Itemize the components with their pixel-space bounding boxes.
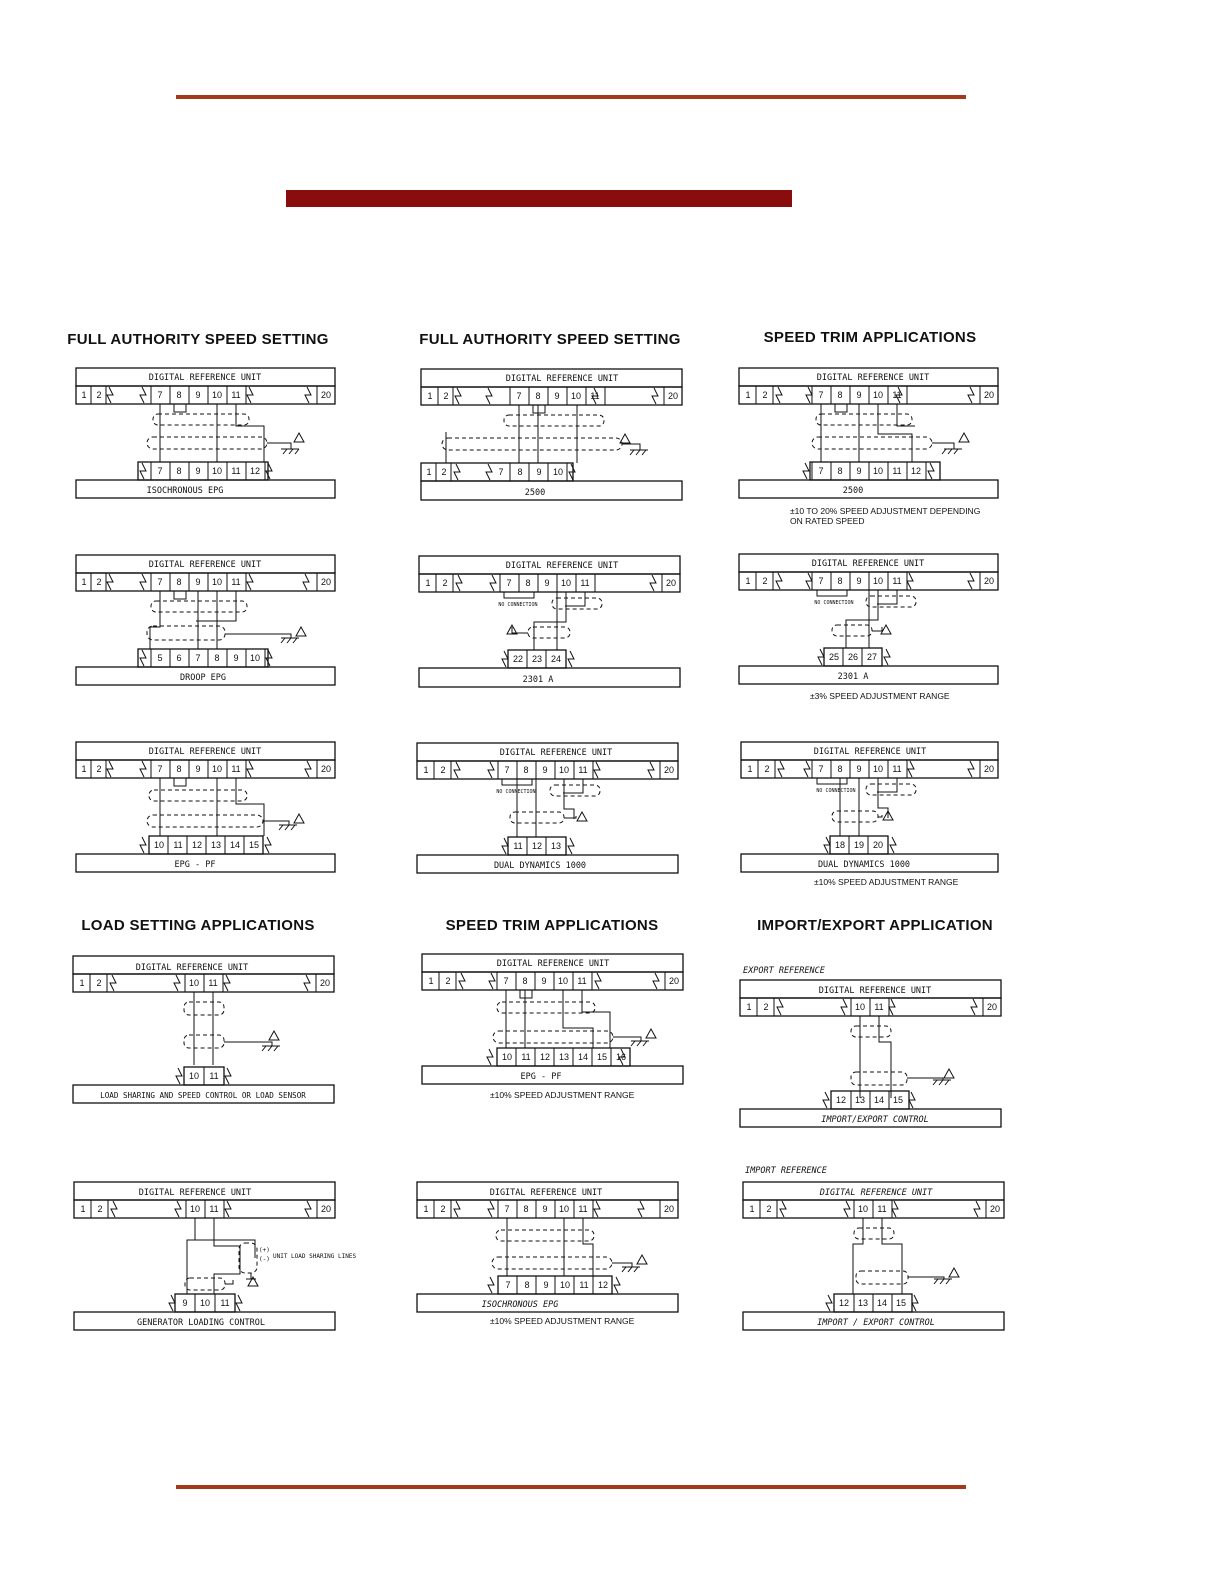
terminal-label: 10 [570, 391, 582, 401]
terminal-label: 9 [856, 764, 862, 774]
terminal-label: 10 [188, 978, 200, 988]
wiring-diagram-9 [740, 741, 1002, 881]
terminal-label: 1 [423, 1204, 429, 1214]
terminal-label: 12 [838, 1298, 850, 1308]
heading-import-export: IMPORT/EXPORT APPLICATION [757, 917, 993, 934]
terminal-label: 11 [580, 578, 590, 588]
terminal-label: 9 [195, 466, 201, 476]
terminal-label: 5 [157, 653, 163, 663]
terminal-label: 7 [195, 653, 201, 663]
terminal-label: 7 [157, 577, 163, 587]
terminal-label: 12 [539, 1052, 551, 1062]
terminal-label: 9 [233, 653, 239, 663]
terminal-label: 2 [440, 765, 446, 775]
terminal-label: 10 [189, 1204, 201, 1214]
terminal-label: 12 [531, 841, 543, 851]
terminal-label: 8 [837, 576, 843, 586]
terminal-label: 11 [209, 1204, 219, 1214]
terminal-label: 9 [856, 390, 862, 400]
terminal-label: DIGITAL REFERENCE UNIT [819, 1188, 933, 1198]
terminal-label: 1 [81, 764, 87, 774]
terminal-label: IMPORT/EXPORT CONTROL [821, 1115, 929, 1125]
terminal-label: 9 [195, 764, 201, 774]
terminal-label: 20 [320, 390, 332, 400]
terminal-label: 1 [749, 1204, 755, 1214]
terminal-label: 14 [229, 840, 241, 850]
terminal-label: 20 [983, 576, 995, 586]
terminal-label: 8 [535, 391, 541, 401]
terminal-label: 11 [877, 1204, 887, 1214]
terminal-label: 7 [498, 467, 504, 477]
terminal-label: DROOP EPG [179, 673, 227, 683]
terminal-label: DIGITAL REFERENCE UNIT [505, 374, 619, 384]
terminal-label: DIGITAL REFERENCE UNIT [499, 748, 613, 758]
terminal-label: 9 [856, 576, 862, 586]
wiring-diagram-13 [73, 1181, 373, 1333]
terminal-label: 2 [441, 467, 447, 477]
terminal-label: 9 [554, 391, 560, 401]
heading-speed-trim-1: SPEED TRIM APPLICATIONS [763, 329, 977, 346]
terminal-label: EPG - PF [174, 860, 216, 870]
terminal-label: 9 [543, 1280, 549, 1290]
terminal-label: 11 [590, 391, 600, 401]
terminal-label: 20 [320, 764, 332, 774]
terminal-label: 27 [866, 652, 878, 662]
terminal-label: 1 [81, 577, 87, 587]
wiring-diagram-8 [416, 742, 680, 882]
note-speed-adjustment-2: ±3% SPEED ADJUSTMENT RANGE [810, 691, 950, 701]
terminal-label: 2 [96, 390, 102, 400]
terminal-label: 8 [837, 466, 843, 476]
terminal-label: 12 [835, 1095, 847, 1105]
terminal-label: 1 [747, 764, 753, 774]
terminal-label: 11 [578, 765, 588, 775]
heading-speed-trim-2: SPEED TRIM APPLICATIONS [445, 917, 659, 934]
terminal-label: 8 [524, 1280, 530, 1290]
terminal-label: 2500 [524, 488, 546, 498]
terminal-label: 11 [208, 978, 218, 988]
terminal-label: 9 [856, 466, 862, 476]
terminal-label: DIGITAL REFERENCE UNIT [148, 560, 262, 570]
terminal-label: 15 [248, 840, 260, 850]
terminal-label: DIGITAL REFERENCE UNIT [148, 747, 262, 757]
terminal-label: NO CONNECTION [814, 600, 854, 606]
terminal-label: 2 [764, 764, 770, 774]
terminal-label: 11 [231, 577, 241, 587]
terminal-label: 1 [745, 390, 751, 400]
terminal-label: 7 [504, 1204, 510, 1214]
terminal-label: 11 [173, 840, 183, 850]
terminal-label: 11 [231, 764, 241, 774]
terminal-label: (+) [259, 1247, 270, 1254]
note-speed-adjustment-3: ±10% SPEED ADJUSTMENT RANGE [814, 877, 959, 887]
terminal-label: 10 [857, 1204, 869, 1214]
terminal-label: 10 [249, 653, 261, 663]
terminal-label: 9 [195, 577, 201, 587]
terminal-label: 2 [440, 1204, 446, 1214]
terminal-label: 1 [81, 390, 87, 400]
wiring-diagram-4 [75, 554, 337, 694]
wiring-diagram-6 [738, 553, 1000, 693]
terminal-label: 1 [425, 578, 431, 588]
terminal-label: 10 [558, 765, 570, 775]
terminal-label: 9 [544, 578, 550, 588]
terminal-label: 2 [763, 1002, 769, 1012]
terminal-label: 13 [857, 1298, 869, 1308]
terminal-label: 8 [176, 390, 182, 400]
terminal-label: 10 [211, 764, 223, 774]
terminal-label: 20 [983, 764, 995, 774]
terminal-label: 9 [541, 976, 547, 986]
terminal-label: 11 [874, 1002, 884, 1012]
note-speed-adjustment-5: ±10% SPEED ADJUSTMENT RANGE [490, 1316, 635, 1326]
terminal-label: 12 [910, 466, 922, 476]
terminal-label: 10 [872, 576, 884, 586]
terminal-label: 2500 [842, 486, 864, 496]
terminal-label: 19 [853, 840, 865, 850]
terminal-label: 2 [766, 1204, 772, 1214]
terminal-label: 11 [209, 1071, 219, 1081]
terminal-label: 8 [837, 390, 843, 400]
dru-label: DIGITAL REFERENCE UNIT [148, 373, 262, 383]
terminal-label: 26 [847, 652, 859, 662]
terminal-label: 14 [577, 1052, 589, 1062]
wiring-diagram-14 [416, 1181, 680, 1321]
terminal-label: 13 [558, 1052, 570, 1062]
import-reference-label: IMPORT REFERENCE [745, 1166, 827, 1176]
terminal-label: 7 [157, 466, 163, 476]
terminal-label: 20 [665, 578, 677, 588]
terminal-label: 14 [873, 1095, 885, 1105]
terminal-label: 10 [188, 1071, 200, 1081]
terminal-label: 20 [983, 390, 995, 400]
terminal-label: 7 [818, 466, 824, 476]
terminal-label: (-) [259, 1256, 270, 1263]
terminal-label: 2301 A [522, 675, 554, 685]
terminal-label: 14 [876, 1298, 888, 1308]
terminal-label: 2 [445, 976, 451, 986]
wiring-diagram-7 [75, 741, 337, 881]
terminal-label: 16 [615, 1052, 627, 1062]
terminal-label: 11 [577, 976, 587, 986]
terminal-label: 7 [503, 976, 509, 986]
terminal-label: 7 [506, 578, 512, 588]
terminal-label: 8 [523, 765, 529, 775]
terminal-label: 13 [854, 1095, 866, 1105]
terminal-label: DIGITAL REFERENCE UNIT [811, 559, 925, 569]
terminal-label: 10 [557, 976, 569, 986]
terminal-label: 11 [513, 841, 523, 851]
terminal-label: 1 [426, 467, 432, 477]
terminal-label: 10 [199, 1298, 211, 1308]
terminal-label: 10 [872, 764, 884, 774]
terminal-label: 10 [872, 390, 884, 400]
terminal-label: 10 [854, 1002, 866, 1012]
terminal-label: 10 [153, 840, 165, 850]
terminal-label: 11 [892, 466, 902, 476]
terminal-label: IMPORT / EXPORT CONTROL [817, 1318, 935, 1328]
wiring-diagram-1 [75, 367, 337, 507]
terminal-label: 7 [157, 390, 163, 400]
wiring-diagram-10 [72, 955, 336, 1110]
terminal-label: LOAD SHARING AND SPEED CONTROL OR LOAD SENSOR [100, 1091, 306, 1100]
terminal-label: 8 [176, 764, 182, 774]
terminal-label: 9 [542, 765, 548, 775]
terminal-label: 9 [195, 390, 201, 400]
terminal-label: 12 [597, 1280, 609, 1290]
export-reference-label: EXPORT REFERENCE [743, 966, 825, 976]
terminal-label: 8 [523, 1204, 529, 1214]
terminal-label: 2 [442, 578, 448, 588]
terminal-label: 10 [211, 390, 223, 400]
terminal-label: 7 [818, 390, 824, 400]
terminal-label: DUAL DYNAMICS 1000 [817, 860, 911, 870]
terminal-label: 1 [79, 978, 85, 988]
terminal-label: 12 [191, 840, 203, 850]
terminal-label: 10 [560, 578, 572, 588]
terminal-label: 1 [423, 765, 429, 775]
terminal-label: 8 [214, 653, 220, 663]
terminal-label: 2 [97, 1204, 103, 1214]
heading-full-authority-2: FULL AUTHORITY SPEED SETTING [419, 331, 681, 348]
terminal-label: 2 [96, 577, 102, 587]
terminal-label: 2 [762, 390, 768, 400]
title-bar [286, 190, 792, 207]
no-connection-label: NO CONNECTION [498, 602, 538, 608]
terminal-label: 22 [512, 654, 524, 664]
wiring-diagram-11 [421, 953, 685, 1093]
terminal-label: 8 [522, 976, 528, 986]
terminal-label: 10 [872, 466, 884, 476]
terminal-label: 11 [892, 390, 902, 400]
terminal-label: 1 [427, 391, 433, 401]
terminal-label: 20 [872, 840, 884, 850]
bottom-rule [176, 1485, 966, 1489]
terminal-label: 15 [895, 1298, 907, 1308]
terminal-label: ISOCHRONOUS EPG [481, 1300, 559, 1310]
terminal-label: 1 [745, 576, 751, 586]
terminal-label: 15 [596, 1052, 608, 1062]
terminal-label: 10 [211, 466, 223, 476]
terminal-label: 7 [504, 765, 510, 775]
terminal-label: 7 [818, 576, 824, 586]
terminal-label: 2 [96, 764, 102, 774]
terminal-label: 2 [762, 576, 768, 586]
terminal-label: 9 [542, 1204, 548, 1214]
terminal-label: 11 [578, 1204, 588, 1214]
unit-load-sharing-label: UNIT LOAD SHARING LINES [273, 1253, 357, 1260]
terminal-label: 11 [220, 1298, 230, 1308]
terminal-label: 18 [834, 840, 846, 850]
terminal-label: 8 [837, 764, 843, 774]
terminal-label: DIGITAL REFERENCE UNIT [496, 959, 610, 969]
terminal-label: 10 [552, 467, 564, 477]
terminal-label: 20 [320, 577, 332, 587]
terminal-label: 20 [986, 1002, 998, 1012]
terminal-label: 25 [828, 652, 840, 662]
terminal-label: 11 [231, 390, 241, 400]
terminal-label: 24 [550, 654, 562, 664]
terminal-label: 8 [525, 578, 531, 588]
terminal-label: 20 [989, 1204, 1001, 1214]
wiring-diagram-12 [739, 979, 1003, 1134]
terminal-label: 11 [231, 466, 241, 476]
terminal-label: 9 [182, 1298, 188, 1308]
terminal-label: 12 [249, 466, 261, 476]
terminal-label: 15 [892, 1095, 904, 1105]
terminal-label: 13 [210, 840, 222, 850]
terminal-label: DIGITAL REFERENCE UNIT [813, 747, 927, 757]
terminal-label: 20 [663, 765, 675, 775]
terminal-label: 10 [558, 1204, 570, 1214]
terminal-label: 10 [559, 1280, 571, 1290]
terminal-label: 20 [319, 978, 331, 988]
top-rule [176, 95, 966, 99]
terminal-label: 1 [428, 976, 434, 986]
terminal-label: 2 [443, 391, 449, 401]
terminal-label: NO CONNECTION [816, 788, 856, 794]
wiring-diagram-5 [418, 555, 682, 695]
terminal-label: DIGITAL REFERENCE UNIT [816, 373, 930, 383]
device-label: ISOCHRONOUS EPG [146, 486, 224, 496]
terminal-label: 7 [505, 1280, 511, 1290]
terminal-label: 7 [157, 764, 163, 774]
heading-load-setting: LOAD SETTING APPLICATIONS [81, 917, 315, 934]
terminal-label: 8 [176, 577, 182, 587]
terminal-label: 9 [536, 467, 542, 477]
terminal-label: 10 [501, 1052, 513, 1062]
terminal-label: 7 [516, 391, 522, 401]
terminal-label: 11 [892, 764, 902, 774]
terminal-label: DUAL DYNAMICS 1000 [493, 861, 587, 871]
terminal-label: 20 [668, 976, 680, 986]
terminal-label: 2301 A [837, 672, 869, 682]
wiring-diagram-2 [420, 368, 684, 508]
terminal-label: 20 [320, 1204, 332, 1214]
terminal-label: DIGITAL REFERENCE UNIT [818, 986, 932, 996]
terminal-label: 20 [667, 391, 679, 401]
terminal-label: 11 [521, 1052, 531, 1062]
terminal-label: DIGITAL REFERENCE UNIT [505, 561, 619, 571]
terminal-label: DIGITAL REFERENCE UNIT [489, 1188, 603, 1198]
terminal-label: 20 [663, 1204, 675, 1214]
terminal-label: DIGITAL REFERENCE UNIT [138, 1188, 252, 1198]
terminal-label: 6 [176, 653, 182, 663]
heading-full-authority-1: FULL AUTHORITY SPEED SETTING [67, 331, 329, 348]
terminal-label: EPG - PF [520, 1072, 562, 1082]
terminal-label: 1 [746, 1002, 752, 1012]
terminal-label: 1 [80, 1204, 86, 1214]
terminal-label: 13 [550, 841, 562, 851]
terminal-label: GENERATOR LOADING CONTROL [137, 1318, 265, 1328]
terminal-label: 2 [96, 978, 102, 988]
wiring-diagram-15 [742, 1181, 1006, 1333]
terminal-label: DIGITAL REFERENCE UNIT [135, 963, 249, 973]
terminal-label: 8 [176, 466, 182, 476]
terminal-label: 11 [892, 576, 902, 586]
terminal-label: 7 [818, 764, 824, 774]
note-speed-adjustment-1: ±10 TO 20% SPEED ADJUSTMENT DEPENDING ON RATED SPEED [790, 506, 981, 526]
terminal-label: 10 [211, 577, 223, 587]
terminal-label: 23 [531, 654, 543, 664]
terminal-label: 8 [517, 467, 523, 477]
note-speed-adjustment-4: ±10% SPEED ADJUSTMENT RANGE [490, 1090, 635, 1100]
terminal-label: NO CONNECTION [496, 789, 536, 795]
terminal-label: 11 [579, 1280, 589, 1290]
